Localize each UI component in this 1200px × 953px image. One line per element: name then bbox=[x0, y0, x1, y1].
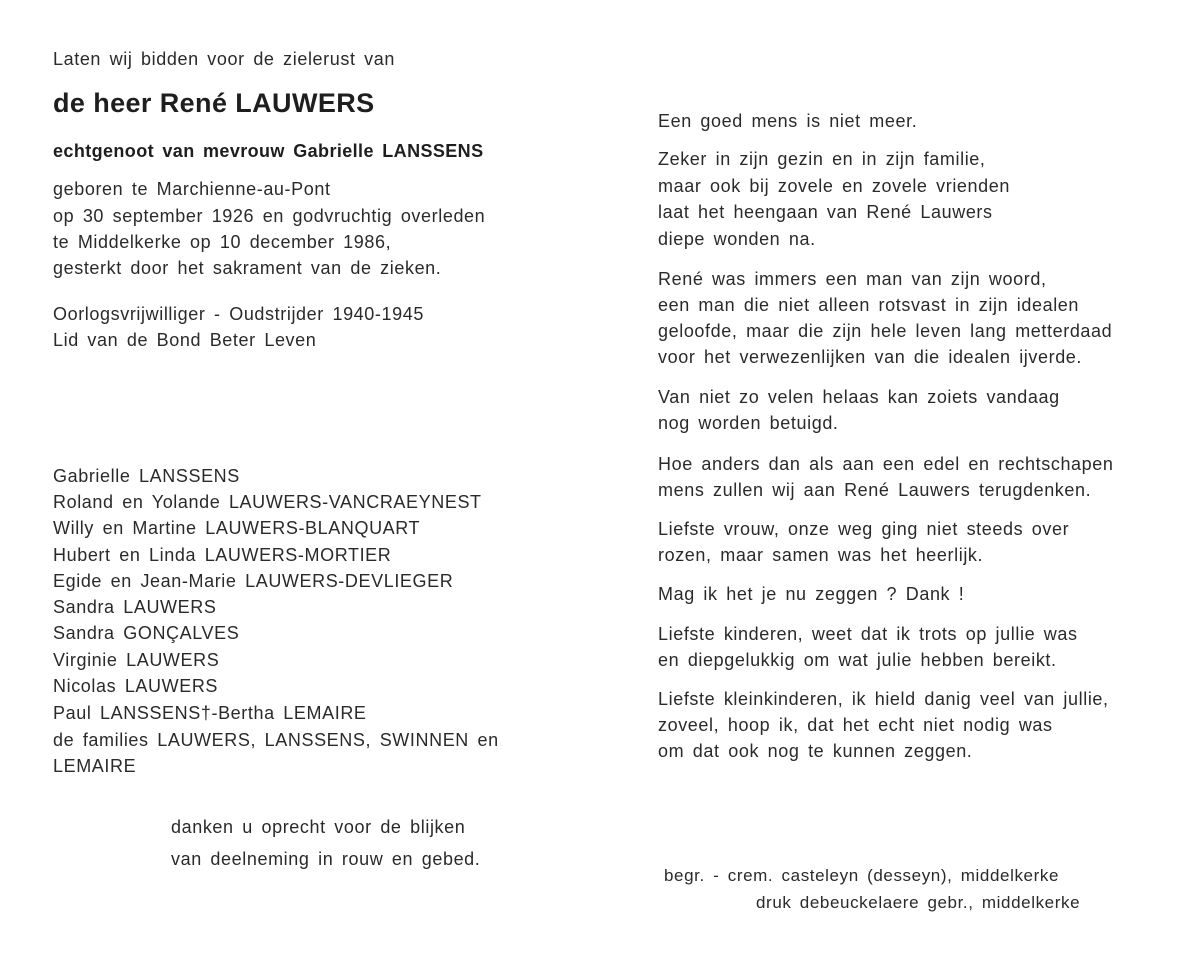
tribute-line: geloofde, maar die zijn hele leven lang metterdaad bbox=[658, 321, 1113, 341]
tribute-line: Zeker in zijn gezin en in zijn familie, bbox=[658, 149, 986, 169]
tribute-line: zoveel, hoop ik, dat het echt niet nodig was bbox=[658, 715, 1053, 735]
family-member: Sandra GONÇALVES bbox=[53, 623, 240, 643]
tribute-line: rozen, maar samen was het heerlijk. bbox=[658, 545, 984, 565]
tribute-line: diepe wonden na. bbox=[658, 229, 816, 249]
spouse-line: echtgenoot van mevrouw Gabrielle LANSSENS bbox=[53, 141, 484, 161]
titles-line: Lid van de Bond Beter Leven bbox=[53, 330, 317, 350]
family-member: Roland en Yolande LAUWERS-VANCRAEYNEST bbox=[53, 492, 482, 512]
family-member: Willy en Martine LAUWERS-BLANQUART bbox=[53, 518, 421, 538]
tribute-line: Een goed mens is niet meer. bbox=[658, 111, 918, 131]
family-member: Hubert en Linda LAUWERS-MORTIER bbox=[53, 545, 392, 565]
family-member: Egide en Jean-Marie LAUWERS-DEVLIEGER bbox=[53, 571, 454, 591]
tribute-line: voor het verwezenlijken van die idealen ijverde. bbox=[658, 347, 1083, 367]
tribute-line: en diepgelukkig om wat julie hebben bereikt. bbox=[658, 650, 1057, 670]
titles-line: Oorlogsvrijwilliger - Oudstrijder 1940-1945 bbox=[53, 304, 424, 324]
tribute-line: een man die niet alleen rotsvast in zijn idealen bbox=[658, 295, 1080, 315]
intro-line: Laten wij bidden voor de zielerust van bbox=[53, 49, 395, 69]
tribute-line: mens zullen wij aan René Lauwers terugdenken. bbox=[658, 480, 1092, 500]
tribute-line: Liefste kleinkinderen, ik hield danig veel van jullie, bbox=[658, 689, 1109, 709]
tribute-line: nog worden betuigd. bbox=[658, 413, 839, 433]
tribute-line: Van niet zo velen helaas kan zoiets vandaag bbox=[658, 387, 1060, 407]
tribute-line: Hoe anders dan als aan een edel en rechtschapen bbox=[658, 454, 1114, 474]
tribute-line: Liefste vrouw, onze weg ging niet steeds over bbox=[658, 519, 1070, 539]
tribute-line: laat het heengaan van René Lauwers bbox=[658, 202, 993, 222]
family-member: Nicolas LAUWERS bbox=[53, 676, 219, 696]
family-member: Sandra LAUWERS bbox=[53, 597, 217, 617]
bio-line: gesterkt door het sakrament van de zieken. bbox=[53, 258, 442, 278]
tribute-line: René was immers een man van zijn woord, bbox=[658, 269, 1047, 289]
thanks-line: danken u oprecht voor de blijken bbox=[171, 817, 466, 837]
tribute-line: Mag ik het je nu zeggen ? Dank ! bbox=[658, 584, 965, 604]
family-member: Virginie LAUWERS bbox=[53, 650, 220, 670]
printer-line: begr. - crem. casteleyn (desseyn), middelkerke bbox=[664, 866, 1060, 885]
tribute-line: om dat ook nog te kunnen zeggen. bbox=[658, 741, 973, 761]
bio-line: op 30 september 1926 en godvruchtig overleden bbox=[53, 206, 486, 226]
bio-line: geboren te Marchienne-au-Pont bbox=[53, 179, 331, 199]
family-member: Paul LANSSENS†-Bertha LEMAIRE bbox=[53, 703, 367, 723]
tribute-line: maar ook bij zovele en zovele vrienden bbox=[658, 176, 1010, 196]
printer-line: druk debeuckelaere gebr., middelkerke bbox=[756, 893, 1081, 912]
family-member: de families LAUWERS, LANSSENS, SWINNEN en bbox=[53, 730, 499, 750]
family-member: Gabrielle LANSSENS bbox=[53, 466, 240, 486]
bio-line: te Middelkerke op 10 december 1986, bbox=[53, 232, 392, 252]
thanks-line: van deelneming in rouw en gebed. bbox=[171, 849, 481, 869]
deceased-name: de heer René LAUWERS bbox=[53, 88, 375, 118]
family-member: LEMAIRE bbox=[53, 756, 137, 776]
tribute-line: Liefste kinderen, weet dat ik trots op jullie was bbox=[658, 624, 1078, 644]
